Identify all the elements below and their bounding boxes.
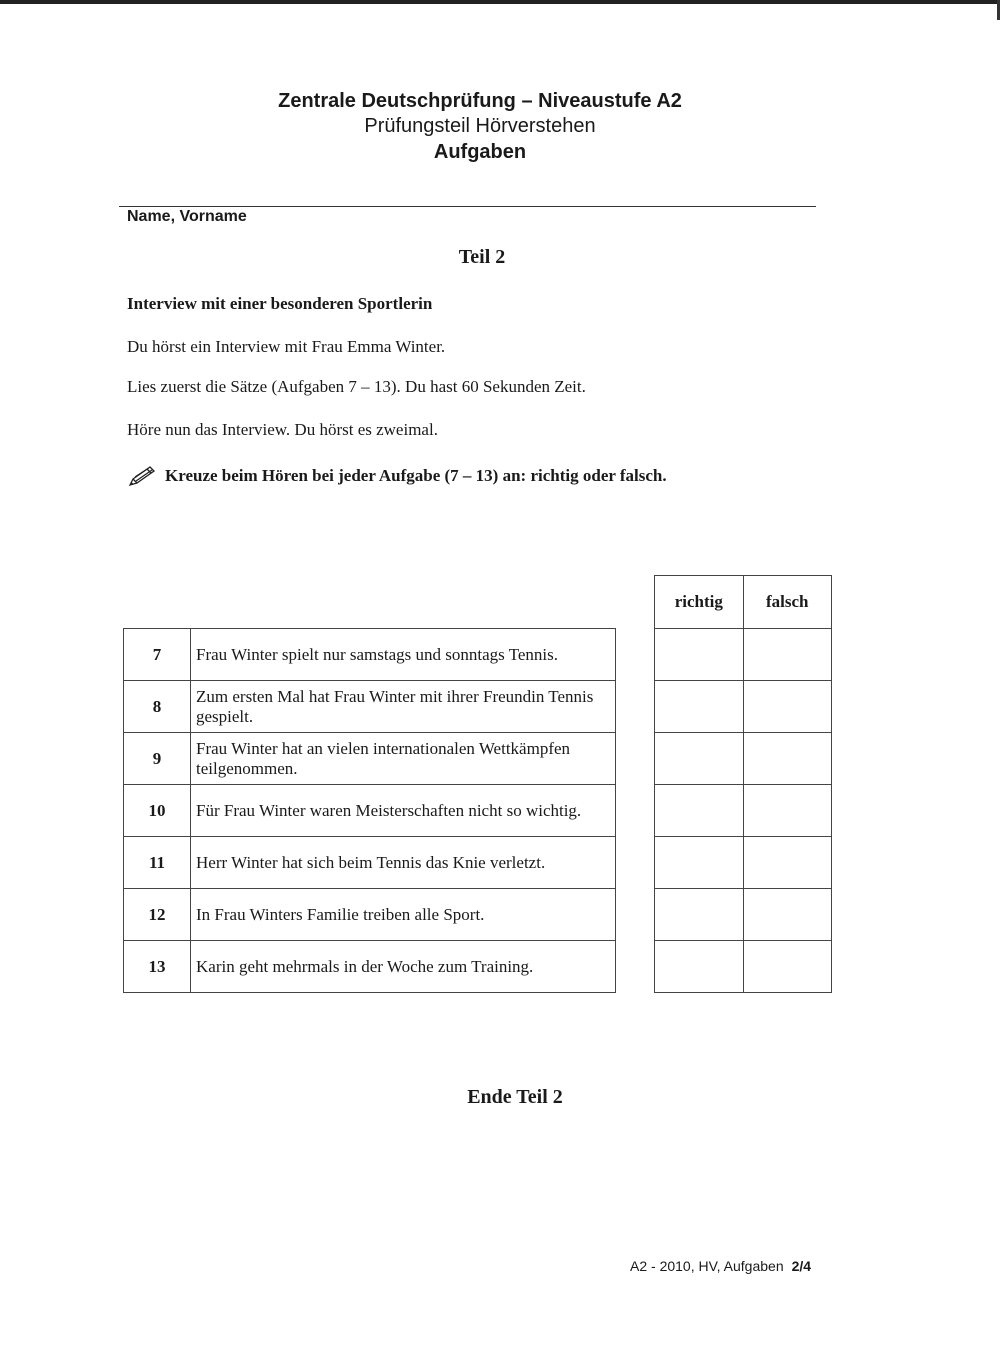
- answer-header-row: [655, 576, 832, 629]
- answer-box-richtig[interactable]: [655, 681, 744, 733]
- answer-box-falsch[interactable]: [743, 733, 831, 785]
- question-number: 13: [124, 941, 191, 993]
- answer-box-falsch[interactable]: [743, 941, 831, 993]
- end-title: Ende Teil 2: [467, 1086, 563, 1108]
- topic-heading: Interview mit einer besonderen Sportlerin: [127, 294, 433, 313]
- answer-box-falsch[interactable]: [743, 785, 831, 837]
- exam-title: Zentrale Deutschprüfung – Niveaustufe A2: [278, 90, 682, 112]
- page-number: 2/4: [791, 1258, 812, 1274]
- answer-row-12: [655, 889, 832, 941]
- pencil-icon: [127, 464, 157, 488]
- answer-box-richtig[interactable]: [655, 941, 744, 993]
- scan-edge-top: [0, 0, 1000, 4]
- question-row: [124, 681, 616, 733]
- question-number: 9: [124, 733, 191, 785]
- instruction-2: Lies zuerst die Sätze (Aufgaben 7 – 13). Du hast 60 Sekunden Zeit.: [127, 377, 586, 396]
- answer-header-falsch: falsch: [743, 576, 831, 629]
- answer-header-richtig: richtig: [655, 576, 744, 629]
- answer-box-richtig[interactable]: [655, 837, 744, 889]
- answer-row-8: [655, 681, 832, 733]
- question-text: Für Frau Winter waren Meisterschaften nicht so wichtig.: [191, 785, 616, 837]
- question-number: 8: [124, 681, 191, 733]
- instruction-3: Höre nun das Interview. Du hörst es zweimal.: [127, 420, 438, 439]
- answer-box-richtig[interactable]: [655, 785, 744, 837]
- answer-box-falsch[interactable]: [743, 837, 831, 889]
- answer-grid: [654, 575, 832, 993]
- answer-box-falsch[interactable]: [743, 681, 831, 733]
- answer-box-falsch[interactable]: [743, 889, 831, 941]
- answer-box-richtig[interactable]: [655, 889, 744, 941]
- question-text: Herr Winter hat sich beim Tennis das Knie verletzt.: [191, 837, 616, 889]
- question-row: [124, 837, 616, 889]
- question-text: Zum ersten Mal hat Frau Winter mit ihrer Freundin Tennis gespielt.: [191, 681, 616, 733]
- answer-row-10: [655, 785, 832, 837]
- question-text: Frau Winter spielt nur samstags und sonntags Tennis.: [191, 629, 616, 681]
- question-number: 12: [124, 889, 191, 941]
- name-label: Name, Vorname: [127, 208, 247, 225]
- footer-text: A2 - 2010, HV, Aufgaben: [630, 1258, 784, 1274]
- question-row: [124, 785, 616, 837]
- answer-row-9: [655, 733, 832, 785]
- question-row: [124, 733, 616, 785]
- question-number: 10: [124, 785, 191, 837]
- question-text: Frau Winter hat an vielen internationalen Wettkämpfen teilgenommen.: [191, 733, 616, 785]
- answer-box-falsch[interactable]: [743, 629, 831, 681]
- answer-row-13: [655, 941, 832, 993]
- page-footer: [630, 1258, 811, 1274]
- part-title: Teil 2: [458, 246, 506, 268]
- task-text: Kreuze beim Hören bei jeder Aufgabe (7 – 13) an: richtig oder falsch.: [165, 466, 667, 485]
- exam-subtitle: Prüfungsteil Hörverstehen: [364, 115, 596, 137]
- question-text: In Frau Winters Familie treiben alle Sport.: [191, 889, 616, 941]
- instruction-1: Du hörst ein Interview mit Frau Emma Winter.: [127, 337, 446, 356]
- answer-row-7: [655, 629, 832, 681]
- document-header: [0, 88, 960, 166]
- question-number: 11: [124, 837, 191, 889]
- answer-row-11: [655, 837, 832, 889]
- exam-section: Aufgaben: [433, 141, 527, 163]
- question-row: [124, 941, 616, 993]
- name-signature-line: [119, 206, 816, 207]
- task-instruction: [127, 464, 667, 488]
- question-text: Karin geht mehrmals in der Woche zum Training.: [191, 941, 616, 993]
- question-row: [124, 629, 616, 681]
- answer-box-richtig[interactable]: [655, 629, 744, 681]
- answer-box-richtig[interactable]: [655, 733, 744, 785]
- question-number: 7: [124, 629, 191, 681]
- question-row: [124, 889, 616, 941]
- question-table: [123, 628, 616, 993]
